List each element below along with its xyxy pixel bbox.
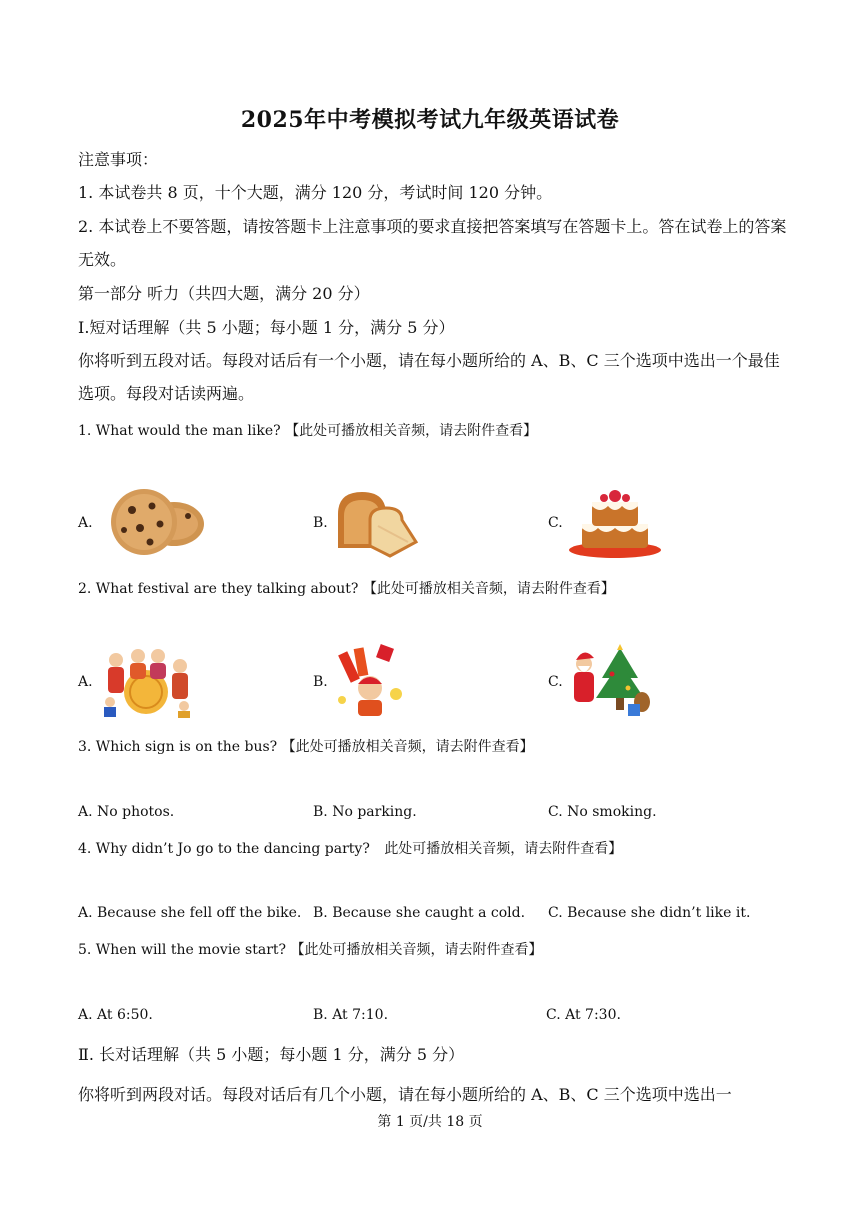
q5-option-a: A. At 6:50.: [78, 1007, 153, 1023]
q2-option-b-label: B.: [313, 674, 328, 690]
q2-option-a-label: A.: [78, 674, 93, 690]
q5-option-b: B. At 7:10.: [313, 1007, 389, 1023]
section1-instructions: 你将听到五段对话。每段对话后有一个小题，请在每小题所给的 A、B、C 三个选项中选出一个最佳选项。每段对话读两遍。: [78, 351, 780, 403]
bread-icon: [330, 486, 420, 560]
cookies-icon: [94, 486, 206, 558]
notes-heading: 注意事项：: [78, 150, 159, 169]
question-4-audio-note: 此处可播放相关音频，请去附件查看】: [384, 841, 623, 857]
question-2-text: 2. What festival are they talking about?: [78, 581, 359, 597]
spring-festival-firecracker-icon: [332, 644, 408, 720]
note-2: 2. 本试卷上不要答题，请按答题卡上注意事项的要求直接把答案填写在答题卡上。答在试卷上的答案无效。: [78, 217, 787, 269]
question-3: [78, 736, 788, 758]
section2-heading: Ⅱ. 长对话理解（共 5 小题；每小题 1 分，满分 5 分）: [78, 1045, 465, 1064]
section2-instructions: 你将听到两段对话。每段对话后有几个小题，请在每小题所给的 A、B、C 三个选项中选出一: [78, 1085, 732, 1104]
question-1-audio-note: 【此处可播放相关音频，请去附件查看】: [285, 423, 538, 439]
christmas-icon: [568, 644, 654, 720]
q4-option-a: A. Because she fell off the bike.: [78, 905, 302, 921]
question-2-audio-note: 【此处可播放相关音频，请去附件查看】: [362, 581, 615, 597]
page-footer: 第 1 页/共 18 页: [377, 1114, 483, 1130]
page-title: 2025年中考模拟考试九年级英语试卷: [240, 107, 620, 133]
q5-option-c: C. At 7:30.: [546, 1007, 621, 1023]
question-3-audio-note: 【此处可播放相关音频，请去附件查看】: [281, 739, 534, 755]
q3-option-c: C. No smoking.: [548, 804, 657, 820]
note-1: 1. 本试卷共 8 页，十个大题，满分 120 分，考试时间 120 分钟。: [78, 183, 553, 202]
question-3-text: 3. Which sign is on the bus?: [78, 739, 278, 755]
q3-option-a: A. No photos.: [78, 804, 175, 820]
question-5-audio-note: 【此处可播放相关音频，请去附件查看】: [290, 942, 543, 958]
q2-option-c-label: C.: [548, 674, 563, 690]
question-5: [78, 939, 788, 961]
section1-heading: Ⅰ.短对话理解（共 5 小题；每小题 1 分，满分 5 分）: [78, 318, 455, 337]
q4-option-c: C. Because she didn’t like it.: [548, 905, 751, 921]
question-2: [78, 578, 788, 600]
q4-option-b: B. Because she caught a cold.: [313, 905, 526, 921]
q1-option-a-label: A.: [78, 515, 93, 531]
question-5-text: 5. When will the movie start?: [78, 942, 287, 958]
q1-option-c-label: C.: [548, 515, 563, 531]
question-1-text: 1. What would the man like?: [78, 423, 281, 439]
q3-option-b: B. No parking.: [313, 804, 417, 820]
cake-icon: [568, 486, 663, 560]
mid-autumn-family-icon: [98, 644, 196, 718]
question-4: [78, 838, 788, 860]
question-1: [78, 420, 788, 442]
question-4-text: 4. Why didn’t Jo go to the dancing party?: [78, 841, 370, 857]
part1-heading: 第一部分 听力（共四大题，满分 20 分）: [78, 284, 370, 303]
q1-option-b-label: B.: [313, 515, 328, 531]
